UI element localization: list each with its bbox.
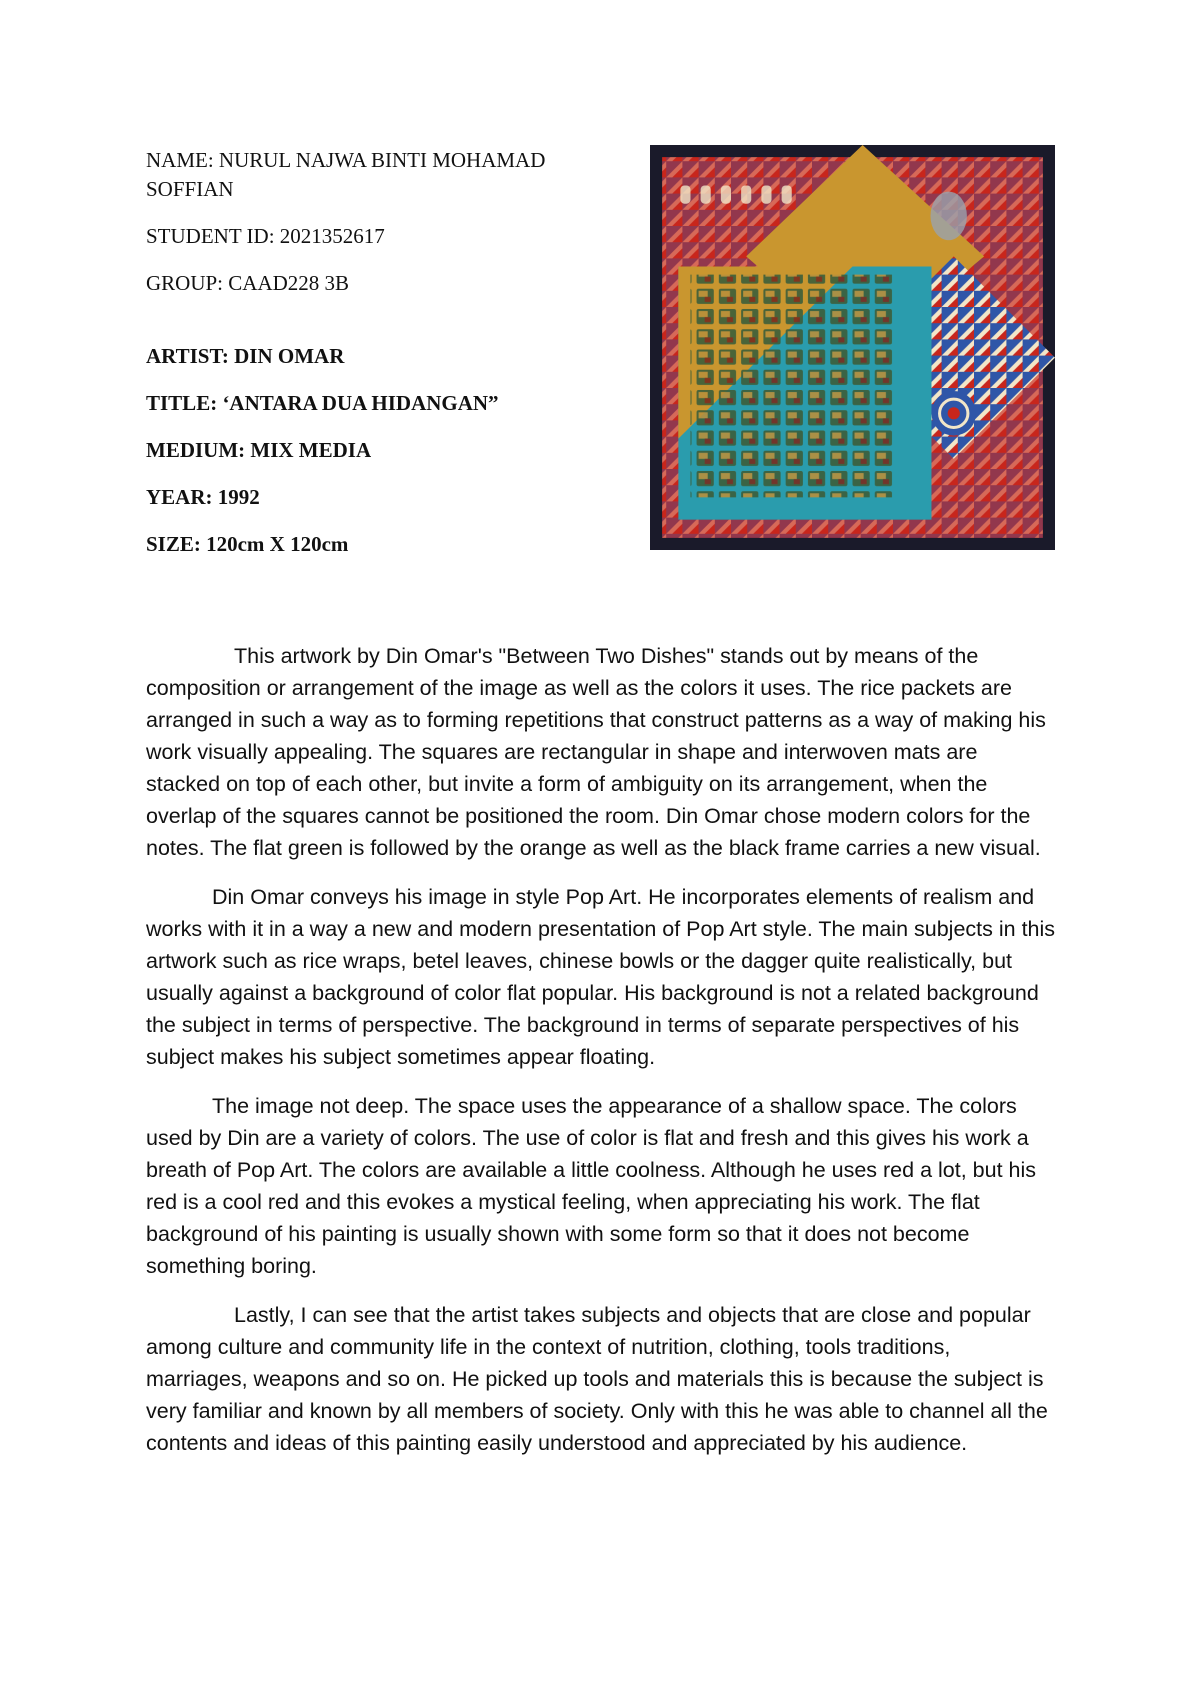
header-info	[146, 146, 616, 577]
paragraph-2: Din Omar conveys his image in style Pop Art. He incorporates elements of realism and works with it in a way a new and modern presentation of Pop Art style. The main subjects in this artwork such as rice wraps, betel leaves, chinese bowls or the dagger quite realistically, but usually against a background of color flat popular. His background is not a related background the subject in terms of perspective. The background in terms of separate perspectives of his subject makes his subject sometimes appear floating.	[146, 885, 1056, 1069]
artist: ARTIST: DIN OMAR	[146, 344, 345, 368]
student-name: NAME: NURUL NAJWA BINTI MOHAMAD SOFFIAN	[146, 148, 546, 201]
size: SIZE: 120cm X 120cm	[146, 532, 349, 556]
paragraph-3: The image not deep. The space uses the appearance of a shallow space. The colors used by Din are a variety of colors. The use of color is flat and fresh and this gives his work a breath of Pop Art. The colors are available a little coolness. Although he uses red a lot, but his red is a cool red and this evokes a mystical feeling, when appreciating his work. The flat background of his painting is usually shown with some form so that it does not become something boring.	[146, 1094, 1037, 1278]
medium: MEDIUM: MIX MEDIA	[146, 438, 372, 462]
student-id: STUDENT ID: 2021352617	[146, 224, 385, 248]
year: YEAR: 1992	[146, 485, 260, 509]
group: GROUP: CAAD228 3B	[146, 271, 350, 295]
artwork-image	[650, 145, 1055, 550]
artwork-title: TITLE: ‘ANTARA DUA HIDANGAN”	[146, 391, 499, 415]
paragraph-4: Lastly, I can see that the artist takes subjects and objects that are close and popular among culture and community life in the context of nutrition, clothing, tools traditions, marriages, weapons and so on. He picked up tools and materials this is because the subject is very familiar and known by all members of society. Only with this he was able to channel all the contents and ideas of this painting easily understood and appreciated by his audience.	[146, 1303, 1048, 1455]
paragraph-1: This artwork by Din Omar's "Between Two Dishes" stands out by means of the composition or arrangement of the image as well as the colors it uses. The rice packets are arranged in such a way as to forming repetitions that construct patterns as a way of making his work visually appealing. The squares are rectangular in shape and interwoven mats are stacked on top of each other, but invite a form of ambiguity on its arrangement, when the overlap of the squares cannot be positioned the room. Din Omar chose modern colors for the notes. The flat green is followed by the orange as well as the black frame carries a new visual.	[146, 644, 1046, 860]
essay-body	[146, 640, 1056, 1476]
